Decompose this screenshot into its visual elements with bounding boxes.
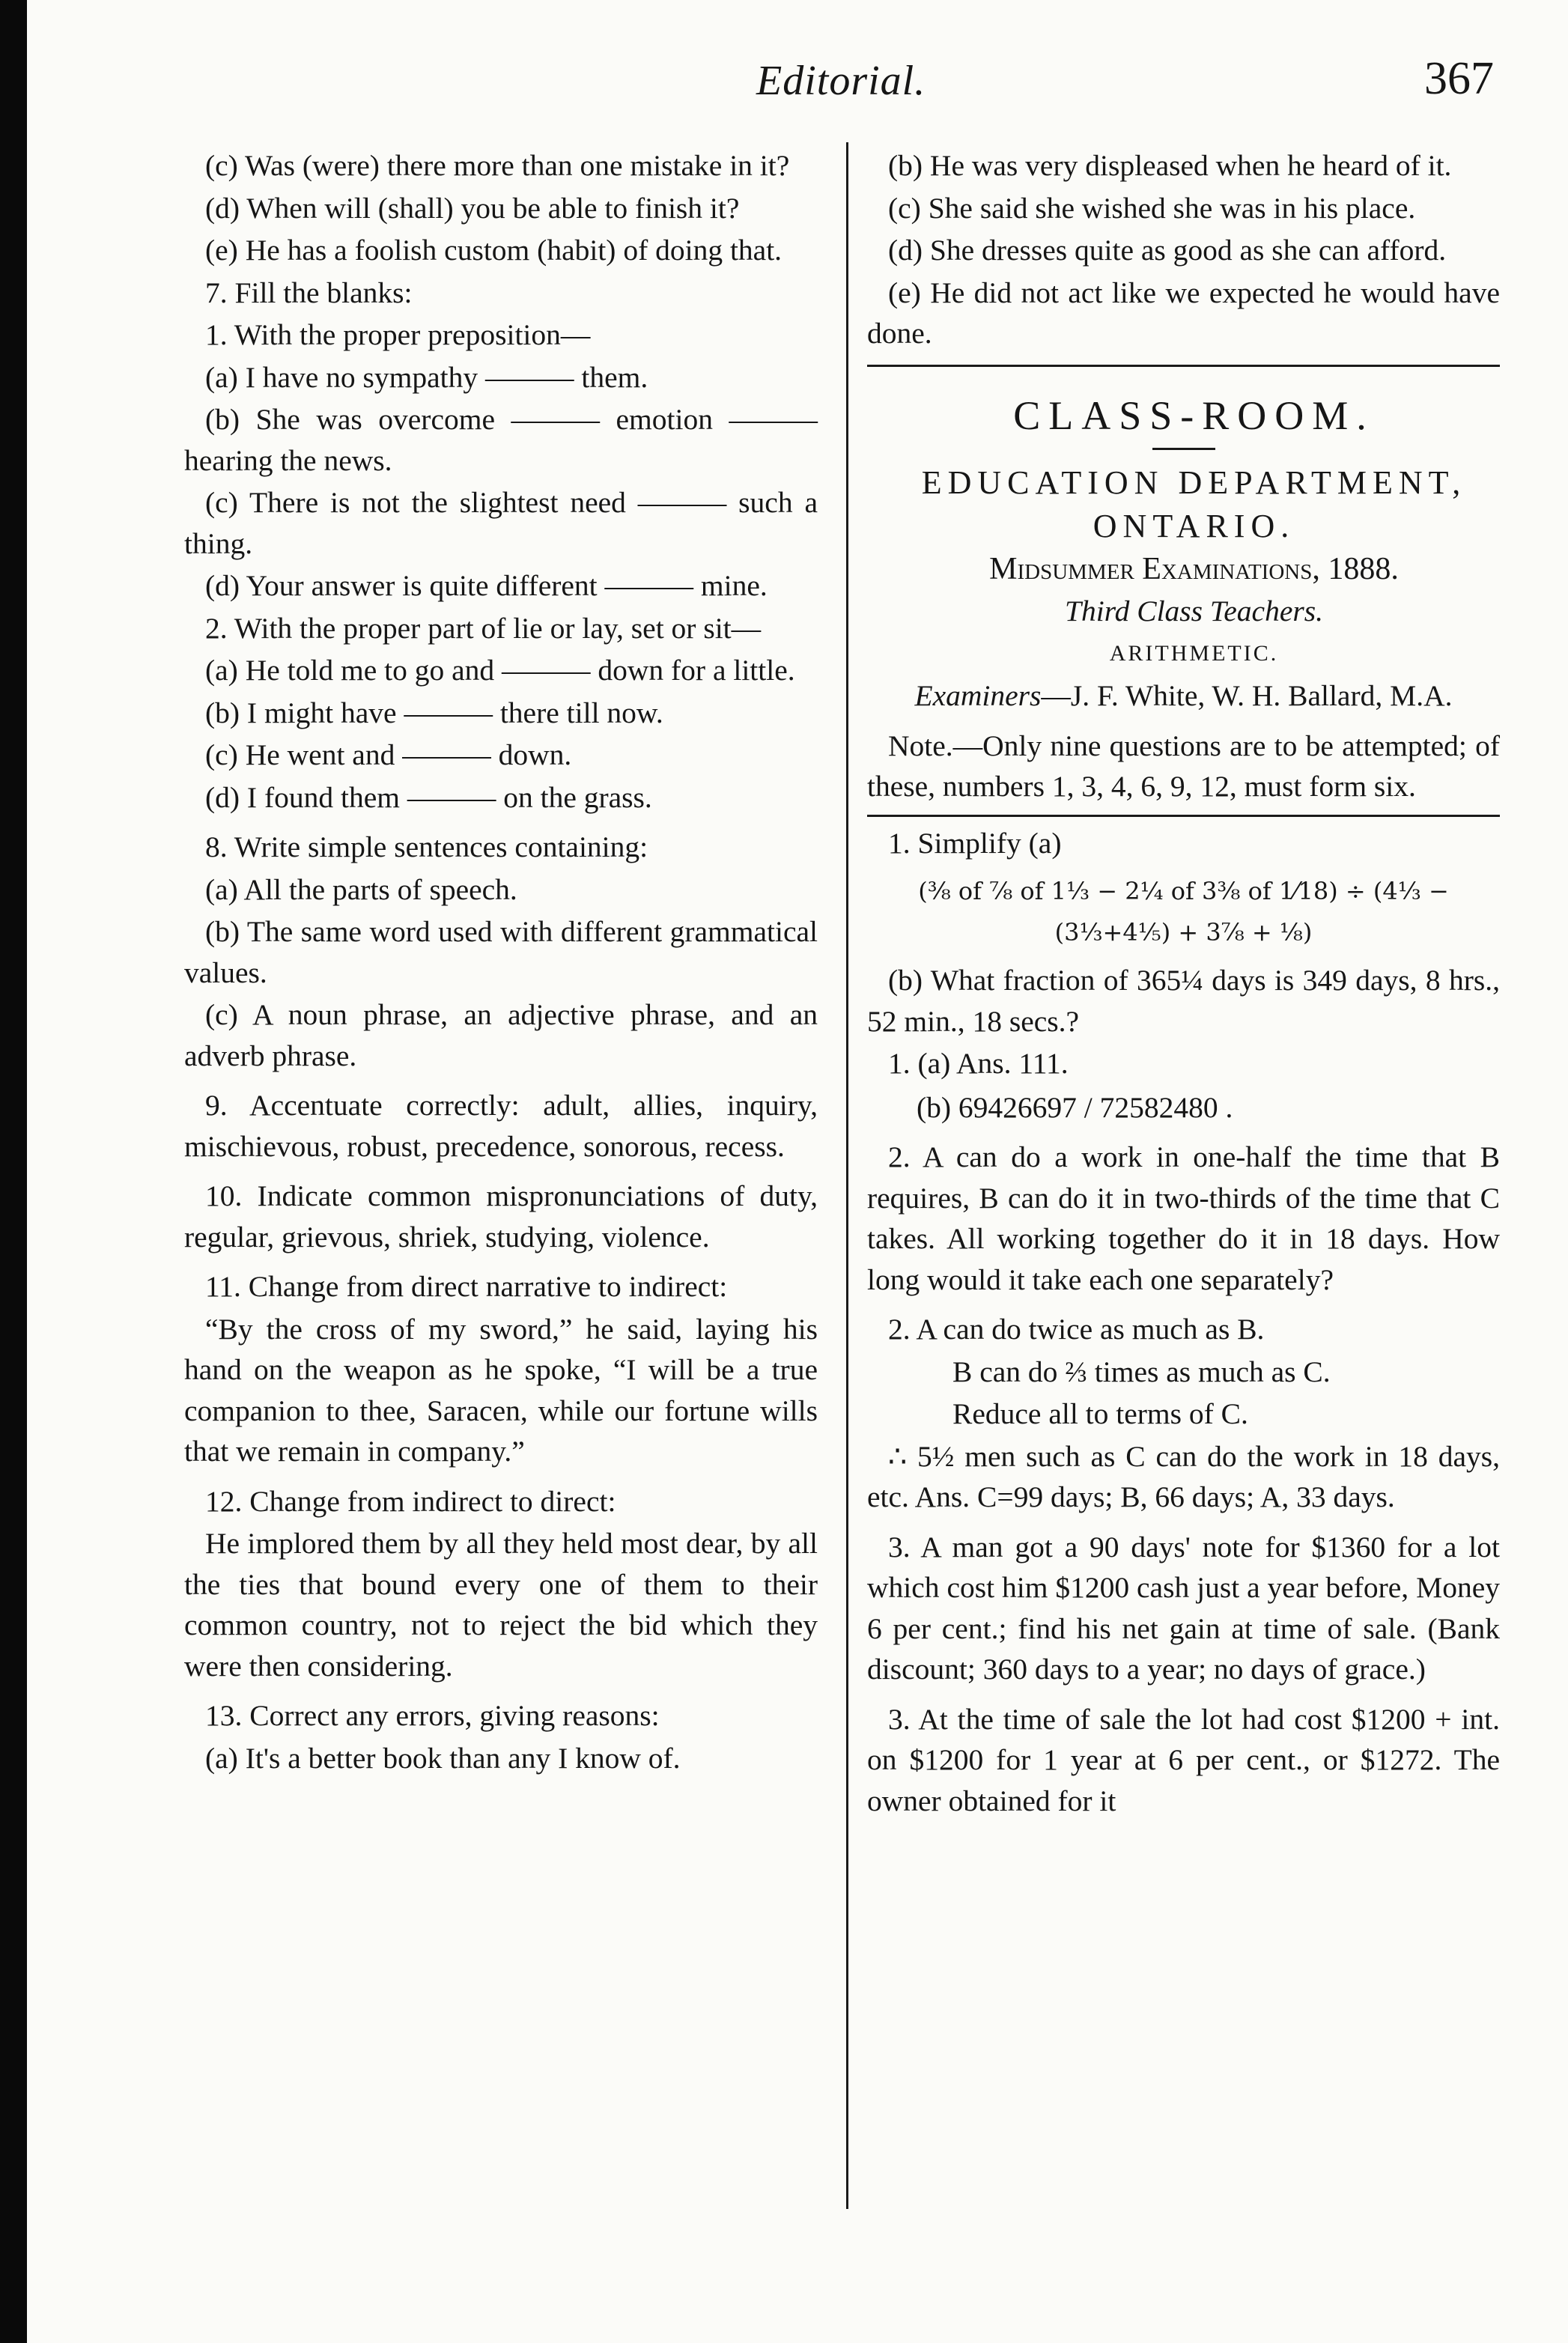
paragraph: (a) All the parts of speech.: [205, 872, 517, 906]
question-heading: 10. Indicate common mispronunciations of duty, regular, grievous, shriek, studying, violence.: [184, 1179, 818, 1253]
right-column: [867, 145, 1500, 1823]
question-1-label: 1. Simplify (a): [888, 826, 1062, 860]
quotation: “By the cross of my sword,” he said, laying his hand on the weapon as he spoke, “I will be a true companion to thee, Saracen, while our fortune wills that we remain in company.”: [184, 1312, 818, 1468]
question-heading: 12. Change from indirect to direct:: [205, 1484, 616, 1518]
paragraph: (d) When will (shall) you be able to finish it?: [205, 191, 740, 225]
question-heading: 7. Fill the blanks:: [205, 276, 413, 309]
page-header: [0, 52, 1568, 120]
paragraph: (b) She was overcome ——— emotion ——— hearing the news.: [184, 403, 818, 477]
note: Note.—Only nine questions are to be attempted; of these, numbers 1, 3, 4, 6, 9, 12, must form six.: [867, 729, 1500, 803]
question-2: 2. A can do a work in one-half the time that B requires, B can do it in two-thirds of the time that C takes. All working together do it in 18 days. How long would it take each one separately?: [867, 1140, 1500, 1296]
paragraph: 2. With the proper part of lie or lay, set or sit—: [205, 611, 762, 645]
exam-title: Midsummer Examinations, 1888.: [989, 551, 1399, 586]
paragraph: (a) He told me to go and ——— down for a little.: [205, 654, 795, 687]
paragraph: (a) I have no sympathy ——— them.: [205, 360, 648, 394]
paragraph: (c) She said she wished she was in his place.: [888, 191, 1416, 225]
paragraph: (c) He went and ——— down.: [205, 738, 572, 771]
section-rule: [867, 365, 1500, 367]
examiners-names: —J. F. White, W. H. Ballard, M.A.: [1041, 679, 1453, 712]
question-heading: 11. Change from direct narrative to indirect:: [205, 1270, 728, 1303]
question-heading: 13. Correct any errors, giving reasons:: [205, 1699, 660, 1732]
section-title: CLASS-ROOM.: [1013, 392, 1375, 438]
answer-2-line: ∴ 5½ men such as C can do the work in 18 days, etc. Ans. C=99 days; B, 66 days; A, 33 days.: [867, 1439, 1500, 1513]
question-3: 3. A man got a 90 days' note for $1360 for a lot which cost him $1200 cash just a year before, Money 6 per cent.; find his net gain at time of sale. (Bank discount; 360 days to a year; no days of grace.): [867, 1530, 1500, 1686]
answer-2-line: B can do ⅔ times as much as C.: [952, 1355, 1331, 1388]
paragraph: (d) She dresses quite as good as she can afford.: [888, 234, 1447, 267]
paragraph: (c) Was (were) there more than one mistake in it?: [205, 149, 790, 182]
department-subheading: ONTARIO.: [1093, 507, 1295, 544]
paragraph: (c) A noun phrase, an adjective phrase, and an adverb phrase.: [184, 998, 818, 1072]
paragraph: (b) He was very displeased when he heard of it.: [888, 149, 1452, 182]
department-heading: EDUCATION DEPARTMENT,: [921, 464, 1467, 501]
subject-heading: ARITHMETIC.: [1109, 640, 1279, 666]
class-title: Third Class Teachers.: [1065, 595, 1323, 627]
question-heading: 8. Write simple sentences containing:: [205, 830, 648, 863]
paragraph: (d) I found them ——— on the grass.: [205, 780, 652, 814]
page-number: 367: [1424, 53, 1494, 104]
examiners-label: Examiners: [914, 679, 1042, 712]
paragraph: 1. With the proper preposition—: [205, 318, 591, 351]
paragraph: (a) It's a better book than any I know of.: [205, 1741, 681, 1775]
answer-2-line: Reduce all to terms of C.: [952, 1397, 1248, 1430]
scan-edge-shadow: [0, 0, 27, 2343]
short-rule: [1152, 448, 1215, 450]
paragraph: He implored them by all they held most dear, by all the ties that bound every one of them to their common country, not to reject the bid which they were then considering.: [184, 1527, 818, 1683]
paragraph: (c) There is not the slightest need ——— such a thing.: [184, 486, 818, 560]
answer-1a: 1. (a) Ans. 111.: [888, 1047, 1069, 1080]
answer-1b: (b) 69426697 / 72582480 .: [917, 1090, 1233, 1124]
answer-2-line: 2. A can do twice as much as B.: [888, 1313, 1265, 1346]
rule: [867, 815, 1500, 817]
running-head: Editorial.: [756, 58, 926, 104]
left-column: [184, 145, 818, 1780]
paragraph: (e) He did not act like we expected he would have done.: [867, 276, 1500, 350]
paragraph: (b) The same word used with different grammatical values.: [184, 915, 818, 989]
paragraph: (b) I might have ——— there till now.: [205, 696, 663, 729]
question-heading: 9. Accentuate correctly: adult, allies, inquiry, mischievous, robust, precedence, sonorous, recess.: [184, 1089, 818, 1163]
question-1b: (b) What fraction of 365¼ days is 349 days, 8 hrs., 52 min., 18 secs.?: [867, 964, 1500, 1038]
answer-3: 3. At the time of sale the lot had cost $1200 + int. on $1200 for 1 year at 6 per cent., or $1272. The owner obtained for it: [867, 1702, 1500, 1817]
column-divider: [846, 142, 848, 2209]
examiners-line: [867, 675, 1500, 717]
paragraph: (e) He has a foolish custom (habit) of doing that.: [205, 234, 783, 267]
paragraph: (d) Your answer is quite different ——— mine.: [205, 569, 768, 602]
question-1-expression: (⅜ of ⅞ of 1⅓ − 2¼ of 3⅜ of 1⁄18) ÷ (4⅓ − (3⅓+4⅕) + 3⅞ + ⅛): [918, 877, 1449, 946]
